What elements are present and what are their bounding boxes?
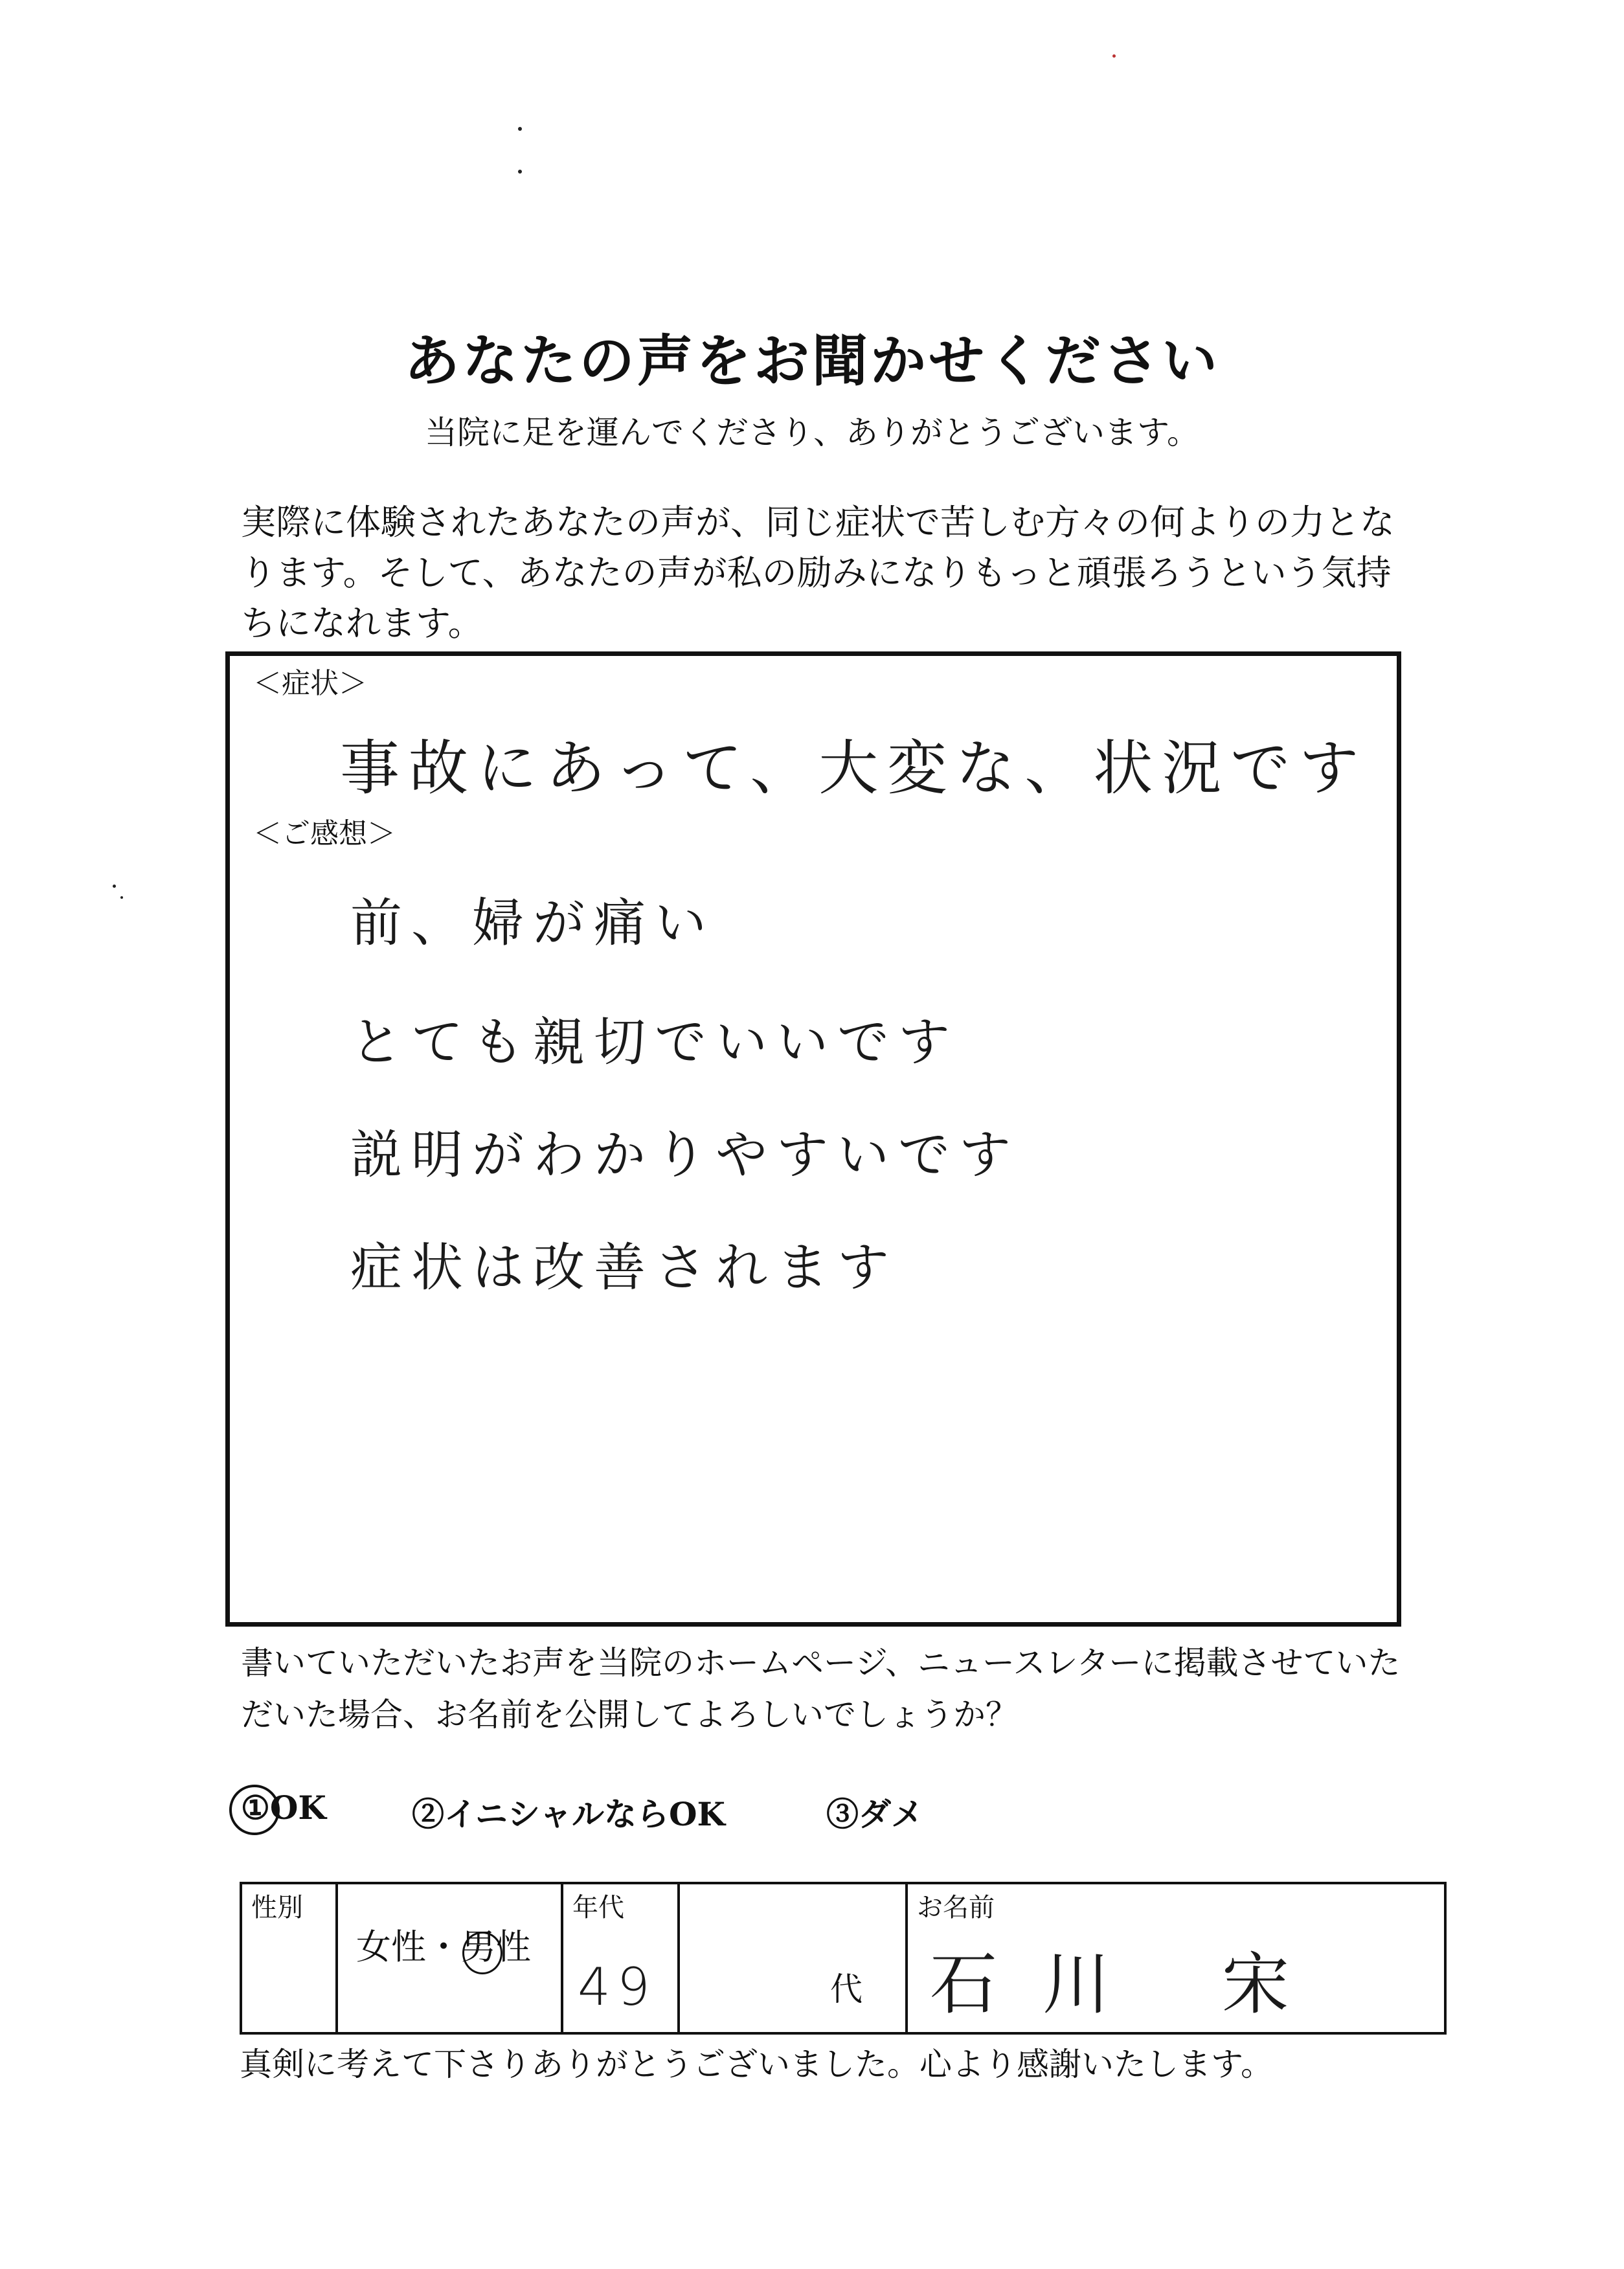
scan-speck (518, 170, 522, 174)
impressions-line: 説明がわかりやすいです (350, 1125, 1020, 1185)
publish-question: 書いていただいたお声を当院のホームページ、ニュースレターに掲載させていただいた場合、お名前を公開してよろしいでしょうか？ (241, 1644, 1401, 1733)
gender-female: 女性 (356, 1926, 426, 1967)
age-label: 年代 (572, 1893, 624, 1923)
age-value-cell (679, 1883, 907, 2033)
age-label-cell (562, 1883, 679, 2033)
page-subtitle: 当院に足を運んでくださり、ありがとうございます。 (425, 414, 1199, 451)
gender-label-cell (241, 1883, 337, 2033)
footer-thanks: 真剣に考えて下さりありがとうございました。心より感謝いたします。 (240, 2046, 1273, 2083)
age-handwritten: 49 (578, 1957, 657, 2017)
selection-circle (229, 1785, 280, 1835)
publish-option-ok: ①OK (241, 1789, 326, 1827)
name-cell (907, 1883, 1445, 2033)
symptoms-handwritten-text: 事故にあって、大変な、状況です (340, 734, 1368, 803)
gender-value-cell (337, 1883, 562, 2033)
gender-label: 性別 (251, 1893, 303, 1923)
gender-separator: ・ (426, 1926, 461, 1967)
impressions-line: 前、婦が痛い (350, 893, 716, 953)
respondent-info-table (240, 1882, 1447, 2035)
scan-speck (518, 127, 522, 131)
name-handwritten: 石川 宋 (930, 1945, 1335, 2024)
gender-options (356, 1919, 531, 1969)
gender-male: 男性 (461, 1926, 531, 1967)
gender-selection-circle (462, 1932, 502, 1974)
publish-option-no: ③ダメ (826, 1795, 923, 1833)
comment-box (225, 651, 1401, 1627)
page-title: あなたの声をお聞かせください (404, 328, 1220, 394)
name-label: お名前 (917, 1893, 995, 1923)
publish-option-initials: ②イニシャルならOK (412, 1795, 726, 1833)
symptoms-label: ＜症状＞ (253, 667, 367, 700)
scan-speck (113, 885, 116, 888)
scan-speck (120, 896, 123, 899)
impressions-line: 症状は改善されます (350, 1237, 898, 1298)
impressions-line: とても親切でいいです (350, 1012, 959, 1072)
scan-speck (1112, 54, 1116, 58)
intro-paragraph: 実際に体験されたあなたの声が、同じ症状で苦しむ方々の何よりの力となります。そして、あなたの声が私の励みになりもっと頑張ろうという気持ちになれます。 (241, 502, 1395, 644)
age-suffix: 代 (830, 1970, 863, 2008)
impressions-label: ＜ご感想＞ (253, 817, 396, 850)
